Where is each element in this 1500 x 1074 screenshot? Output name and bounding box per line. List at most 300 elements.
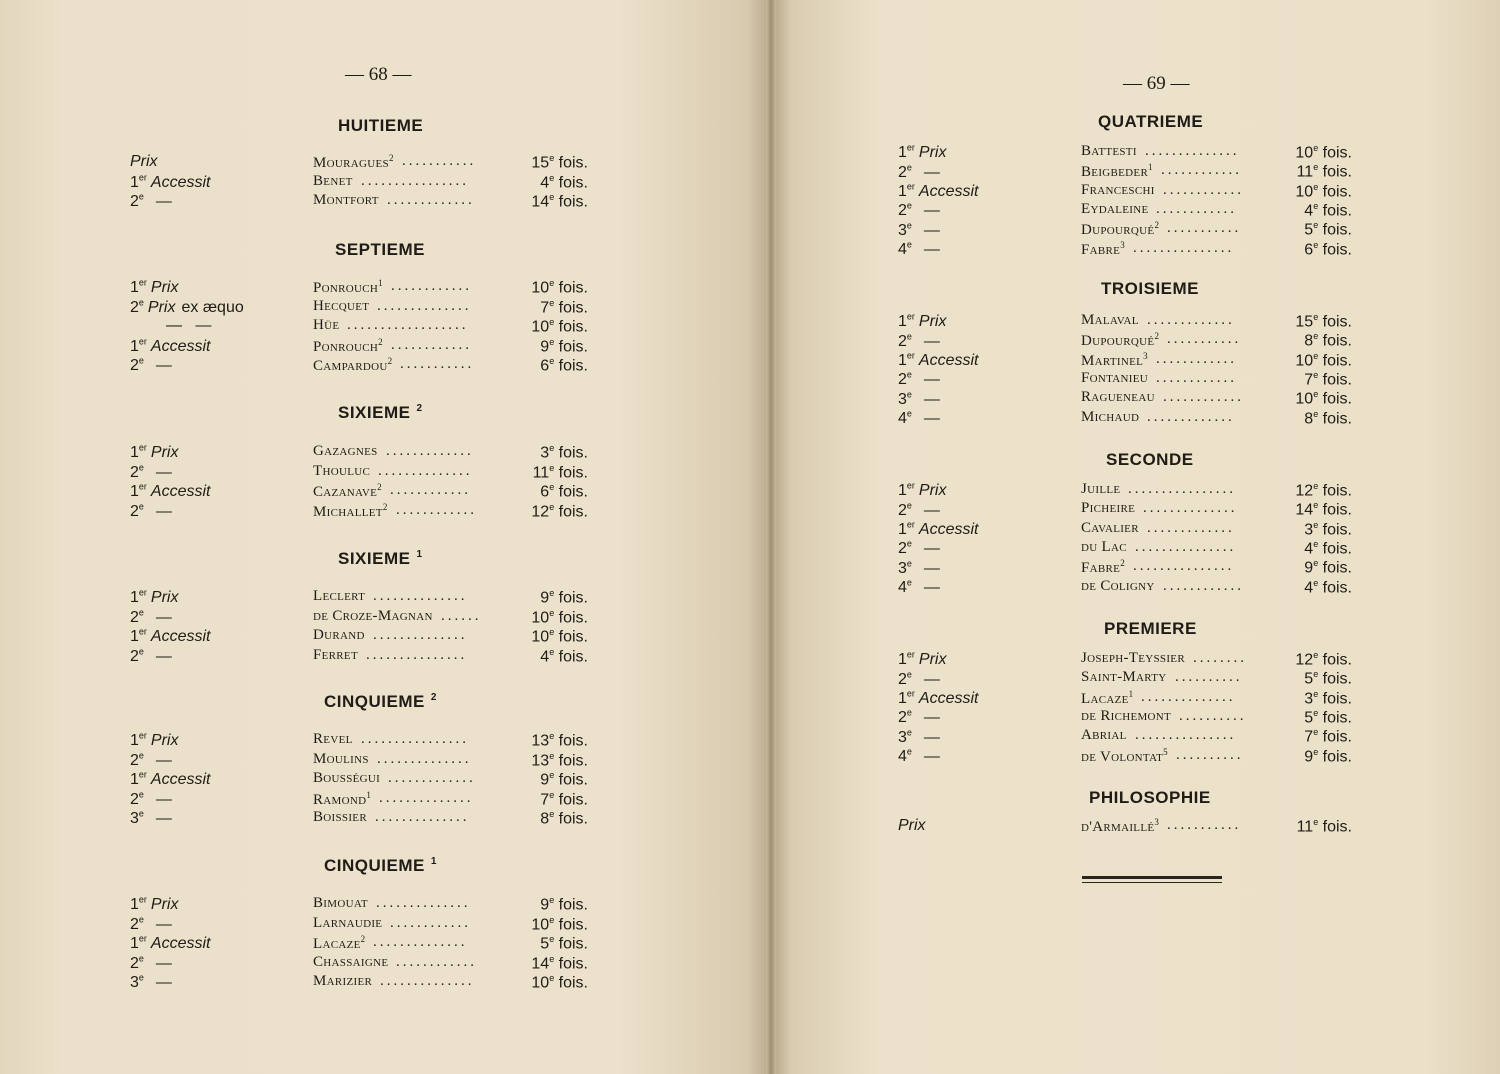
count-unit: fois. (558, 463, 588, 481)
leader-dots: ................ (361, 731, 469, 747)
pupil-name-text: Leclert (313, 588, 366, 604)
section-title: SIXIEME (338, 403, 411, 422)
section-heading (338, 549, 423, 569)
count-number: 10 (531, 279, 550, 297)
pupil-footnote: 2 (1154, 331, 1160, 342)
count-ordinal: e (1313, 162, 1319, 173)
pupil-footnote: 2 (382, 501, 388, 512)
count-ordinal: e (1313, 538, 1319, 549)
count-ordinal: e (1313, 481, 1319, 491)
rank-digit: 1 (898, 689, 907, 707)
pupil-name-text: Revel (313, 731, 353, 747)
rank-number (898, 371, 912, 388)
count-unit: fois. (1322, 409, 1352, 427)
rank-label: Prix (150, 589, 179, 607)
count-number: 10 (531, 318, 550, 336)
count-number: 12 (1295, 651, 1314, 669)
pupil-name-text: Boissier (313, 809, 367, 825)
rank-number (130, 896, 147, 913)
rank-number (898, 709, 912, 726)
pupil-footnote: 5 (1163, 746, 1168, 757)
rank-label: Prix (898, 817, 926, 834)
section-title: HUITIEME (338, 116, 424, 135)
award-rank (898, 143, 946, 162)
award-rank (898, 558, 940, 577)
count-ordinal: e (549, 462, 555, 473)
count-unit: fois. (558, 608, 588, 626)
count-number: 7 (1304, 728, 1314, 746)
count-unit: fois. (1322, 221, 1352, 239)
award-rank (130, 317, 211, 335)
award-row (0, 915, 700, 934)
rank-ordinal: e (138, 646, 144, 657)
times-count (478, 770, 588, 789)
times-count (478, 443, 588, 462)
times-count (1242, 500, 1352, 519)
rank-digit: 4 (898, 240, 907, 258)
count-unit: fois. (558, 193, 588, 211)
award-row (0, 173, 700, 192)
rank-number (130, 609, 144, 626)
count-ordinal: e (549, 789, 555, 800)
count-unit: fois. (1322, 651, 1352, 669)
rank-digit: 2 (130, 954, 139, 972)
count-number: 4 (540, 173, 550, 191)
rank-digit: 3 (130, 810, 139, 828)
award-row (0, 192, 700, 211)
count-number: 6 (1304, 240, 1314, 258)
rank-ordinal: e (138, 462, 144, 473)
section-suffix: 2 (430, 692, 437, 704)
count-unit: fois. (558, 154, 588, 172)
award-row (0, 337, 700, 356)
pupil-name-text: Thouluc (313, 462, 371, 479)
count-unit: fois. (1322, 240, 1352, 258)
pupil-name-text: Dupourqué (1081, 222, 1155, 239)
award-row (770, 331, 1470, 350)
times-count (1242, 143, 1352, 162)
count-number: 15 (531, 154, 550, 172)
pupil-name-text: Larnaudie (313, 914, 383, 931)
rank-digit: 1 (130, 279, 139, 297)
rank-label: — (923, 559, 940, 577)
rank-digit: 1 (130, 935, 139, 953)
rank-digit: 2 (130, 357, 139, 375)
pupil-name (313, 298, 369, 315)
rank-number (898, 164, 912, 181)
pupil-name-text: Fontanieu (1081, 369, 1148, 386)
rank-ordinal: er (906, 350, 915, 361)
count-unit: fois. (558, 444, 588, 462)
rank-number (898, 651, 915, 668)
award-row (770, 578, 1470, 597)
pupil-name (1081, 409, 1139, 426)
award-rank (898, 370, 940, 389)
count-ordinal: e (549, 192, 555, 202)
rank-label: Prix (130, 153, 158, 170)
rank-number (130, 483, 147, 500)
section-heading (1101, 279, 1199, 299)
count-ordinal: e (549, 934, 555, 944)
rank-number (130, 732, 147, 749)
count-number: 10 (1295, 182, 1314, 200)
pupil-name (1081, 370, 1148, 387)
pupil-footnote: 3 (1143, 350, 1148, 361)
rank-digit: 4 (898, 747, 907, 765)
rank-number (130, 752, 144, 769)
pupil-name (313, 463, 370, 480)
count-unit: fois. (558, 935, 588, 953)
leader-dots: .............. (1141, 688, 1236, 705)
pupil-name-text: Montfort (313, 192, 379, 208)
section-heading (335, 240, 425, 260)
count-unit: fois. (558, 589, 588, 607)
pupil-name-text: Fabre (1081, 241, 1121, 258)
rank-label: — (155, 357, 172, 375)
award-row (770, 650, 1470, 669)
award-row (770, 500, 1470, 519)
count-unit: fois. (1322, 371, 1352, 389)
section-suffix: 1 (430, 856, 437, 868)
times-count (478, 790, 588, 809)
award-row (0, 356, 700, 375)
times-count (478, 463, 588, 482)
rank-number (898, 521, 915, 538)
pupil-name-text: Cazanave (313, 484, 378, 500)
award-rank (130, 770, 211, 789)
rank-ordinal: e (138, 953, 144, 964)
section-heading (1098, 112, 1203, 132)
award-row (0, 588, 700, 607)
leader-dots: ........... (402, 153, 477, 169)
rank-number (898, 202, 912, 219)
rank-label: Accessit (150, 483, 211, 501)
times-count (478, 337, 588, 356)
pupil-name (1081, 481, 1120, 498)
rank-label: — (923, 728, 940, 746)
count-ordinal: e (549, 973, 555, 983)
times-count (478, 934, 588, 953)
count-ordinal: e (1313, 143, 1319, 153)
pupil-name (313, 954, 388, 971)
rank-number (898, 391, 912, 408)
pupil-name (1081, 201, 1148, 218)
rank-number (898, 540, 912, 557)
times-count (478, 973, 588, 992)
count-number: 5 (1304, 670, 1314, 688)
pupil-name-text: Ragueneau (1081, 389, 1155, 406)
rank-number (898, 144, 915, 161)
count-unit: fois. (558, 974, 588, 992)
rank-label: Accessit (918, 520, 979, 538)
rank-label: — (923, 747, 940, 765)
count-unit: fois. (1322, 670, 1352, 688)
rank-label: Prix (150, 279, 179, 297)
rank-ordinal: er (906, 181, 915, 192)
times-count (1242, 558, 1352, 577)
rank-ordinal: e (906, 558, 912, 569)
rank-digit: 2 (898, 540, 907, 558)
rank-label: Accessit (150, 337, 211, 355)
count-number: 10 (531, 974, 550, 992)
count-ordinal: e (549, 607, 555, 618)
leader-dots: .......... (1176, 746, 1244, 763)
award-rank (130, 627, 211, 646)
times-count (1242, 201, 1352, 220)
rank-label: — (923, 332, 940, 350)
rank-label: — (155, 915, 172, 933)
pupil-name (1081, 650, 1185, 667)
times-count (478, 731, 588, 750)
count-ordinal: e (1313, 577, 1319, 588)
award-rank (898, 689, 979, 708)
count-ordinal: e (549, 770, 555, 780)
pupil-name-text: Moulins (313, 750, 369, 767)
rank-digit: 1 (898, 520, 907, 538)
rank-digit: 2 (130, 790, 139, 808)
award-row (770, 201, 1470, 220)
award-rank (898, 162, 940, 181)
times-count (478, 502, 588, 521)
pupil-name-text: Juille (1081, 481, 1121, 497)
pupil-name-text: Joseph-Teyssier (1081, 650, 1185, 666)
count-unit: fois. (1322, 818, 1352, 836)
rank-digit: 1 (898, 351, 907, 369)
count-ordinal: e (549, 501, 555, 512)
section-title: QUATRIEME (1098, 112, 1204, 131)
leader-dots: ............ (1161, 162, 1242, 179)
leader-dots: ........... (1167, 220, 1242, 237)
pupil-name (1081, 817, 1159, 836)
award-row (0, 647, 700, 666)
award-rank (898, 727, 940, 746)
rank-ordinal: e (906, 669, 912, 680)
pupil-name (313, 588, 365, 605)
pupil-name-text: d'Armaillé (1081, 819, 1155, 835)
rank-number (130, 791, 144, 808)
award-row (770, 558, 1470, 577)
count-unit: fois. (558, 771, 588, 789)
times-count (1242, 182, 1352, 201)
rank-digit: 4 (898, 409, 907, 427)
times-count (478, 356, 588, 375)
rank-label: Accessit (150, 173, 211, 191)
count-ordinal: e (549, 278, 555, 288)
section-suffix: 2 (416, 403, 423, 415)
rank-ordinal: e (138, 914, 144, 925)
pupil-name (1081, 162, 1153, 181)
count-unit: fois. (1322, 332, 1352, 350)
rank-number (130, 299, 144, 316)
count-unit: fois. (1322, 540, 1352, 558)
rank-digit: 2 (130, 647, 139, 665)
rank-number (130, 589, 147, 606)
rank-digit: 1 (130, 337, 139, 355)
pupil-name-text: Abrial (1081, 727, 1127, 744)
leader-dots: ............ (1163, 181, 1244, 198)
leader-dots: .............. (373, 627, 468, 643)
pupil-name-text: Campardou (313, 358, 388, 374)
pupil-name (313, 356, 392, 375)
rank-ordinal: e (138, 501, 144, 512)
times-count (478, 647, 588, 666)
rank-number (898, 579, 912, 596)
pupil-name (313, 608, 433, 625)
rank-label: Accessit (918, 351, 979, 369)
times-count (1242, 520, 1352, 539)
count-unit: fois. (1322, 390, 1352, 408)
pupil-name (313, 731, 353, 748)
rank-number (898, 222, 912, 239)
count-ordinal: e (549, 646, 555, 657)
rank-number (898, 333, 912, 350)
count-unit: fois. (1322, 482, 1352, 500)
count-ordinal: e (549, 172, 555, 183)
count-number: 11 (1296, 163, 1314, 181)
rank-digit: 2 (898, 670, 907, 688)
rank-number (130, 955, 144, 972)
pupil-footnote: 1 (378, 278, 383, 288)
rank-ordinal: er (138, 934, 147, 944)
leader-dots: ............ (1163, 577, 1244, 594)
rank-digit: 2 (130, 502, 139, 520)
rank-number (130, 648, 144, 665)
award-rank (898, 220, 940, 239)
leader-dots: ............ (390, 482, 471, 498)
leader-dots: .............. (373, 588, 468, 604)
award-rank (898, 500, 940, 519)
award-rank (130, 588, 178, 607)
leader-dots: ...... (441, 607, 482, 624)
count-number: 9 (540, 337, 550, 355)
pupil-name-text: Durand (313, 627, 365, 643)
rank-label: Accessit (918, 689, 979, 707)
rank-digit: 1 (130, 483, 139, 501)
rank-digit: 3 (898, 390, 907, 408)
count-unit: fois. (1322, 709, 1352, 727)
rank-number (130, 444, 147, 461)
count-ordinal: e (549, 588, 555, 598)
leader-dots: .............. (378, 462, 473, 479)
leader-dots: ............. (387, 192, 475, 208)
section-title: PREMIERE (1104, 619, 1197, 638)
section-title: TROISIEME (1101, 279, 1200, 298)
rank-label: — (155, 193, 172, 211)
award-row (0, 770, 700, 789)
book-gutter (766, 0, 776, 1074)
count-number: 9 (1304, 747, 1314, 765)
rank-digit: 3 (898, 728, 907, 746)
pupil-name-text: Michallet (313, 503, 383, 520)
leader-dots: ............. (1147, 312, 1235, 328)
pupil-name (313, 502, 388, 521)
times-count (478, 317, 588, 336)
count-ordinal: e (549, 443, 555, 453)
times-count (1242, 331, 1352, 350)
rank-number (898, 183, 915, 200)
award-rank (898, 312, 946, 331)
rank-ordinal: e (906, 746, 912, 757)
award-row (0, 443, 700, 462)
award-rank (130, 298, 244, 317)
rank-label: — (923, 163, 940, 181)
leader-dots: ............. (388, 770, 476, 786)
award-rank (898, 240, 940, 259)
award-row (770, 481, 1470, 500)
count-unit: fois. (558, 732, 588, 750)
rank-label: Prix (150, 444, 179, 462)
award-row (0, 895, 700, 914)
leader-dots: .............. (373, 934, 468, 950)
rank-label: Accessit (918, 182, 979, 200)
award-rank (898, 351, 979, 370)
rank-number (898, 671, 912, 688)
award-rank (130, 502, 172, 521)
rank-number (130, 279, 147, 296)
count-number: 3 (1304, 520, 1314, 538)
count-number: 12 (1295, 482, 1314, 500)
pupil-name (313, 278, 383, 297)
pupil-name (1081, 708, 1171, 725)
count-unit: fois. (558, 954, 588, 972)
count-number: 4 (1304, 578, 1314, 596)
pupil-name-text: Cavalier (1081, 519, 1139, 536)
count-number: 3 (1304, 689, 1314, 707)
times-count (478, 298, 588, 317)
award-rank (130, 973, 172, 992)
pupil-name-text: Franceschi (1081, 181, 1155, 198)
rank-label: Accessit (150, 771, 211, 789)
rank-label: Prix (150, 896, 179, 914)
award-rank (130, 915, 172, 934)
count-number: 5 (1304, 709, 1314, 727)
rank-ordinal: e (906, 389, 912, 400)
count-number: 13 (531, 732, 550, 750)
pupil-footnote: 1 (1128, 688, 1134, 699)
rank-label: — (923, 578, 940, 596)
rank-label: — (155, 790, 172, 808)
count-unit: fois. (1322, 202, 1352, 220)
rank-label: — (155, 810, 172, 828)
pupil-name-text: Ferret (313, 646, 358, 663)
leader-dots: .............. (375, 809, 470, 825)
rank-label: — (923, 240, 940, 258)
leader-dots: .............. (1145, 143, 1240, 159)
award-row (770, 689, 1470, 708)
rank-digit: 3 (130, 974, 139, 992)
pupil-name-text: de Volontat (1081, 748, 1164, 765)
leader-dots: ............... (1133, 239, 1235, 256)
count-number: 4 (540, 647, 550, 665)
count-unit: fois. (558, 628, 588, 646)
award-row (770, 182, 1470, 201)
pupil-name (1081, 578, 1155, 595)
count-number: 3 (540, 444, 550, 462)
award-rank (898, 650, 946, 669)
pupil-name (313, 173, 353, 190)
rank-number (898, 729, 912, 746)
award-row (0, 790, 700, 809)
rank-digit: 1 (130, 628, 139, 646)
rank-label: — (155, 751, 172, 769)
section-heading (1104, 619, 1197, 639)
pupil-name (1081, 558, 1125, 577)
pupil-name (1081, 331, 1159, 350)
count-unit: fois. (558, 896, 588, 914)
award-row (0, 463, 700, 482)
pupil-footnote: 2 (387, 356, 393, 366)
pupil-name (313, 192, 379, 209)
